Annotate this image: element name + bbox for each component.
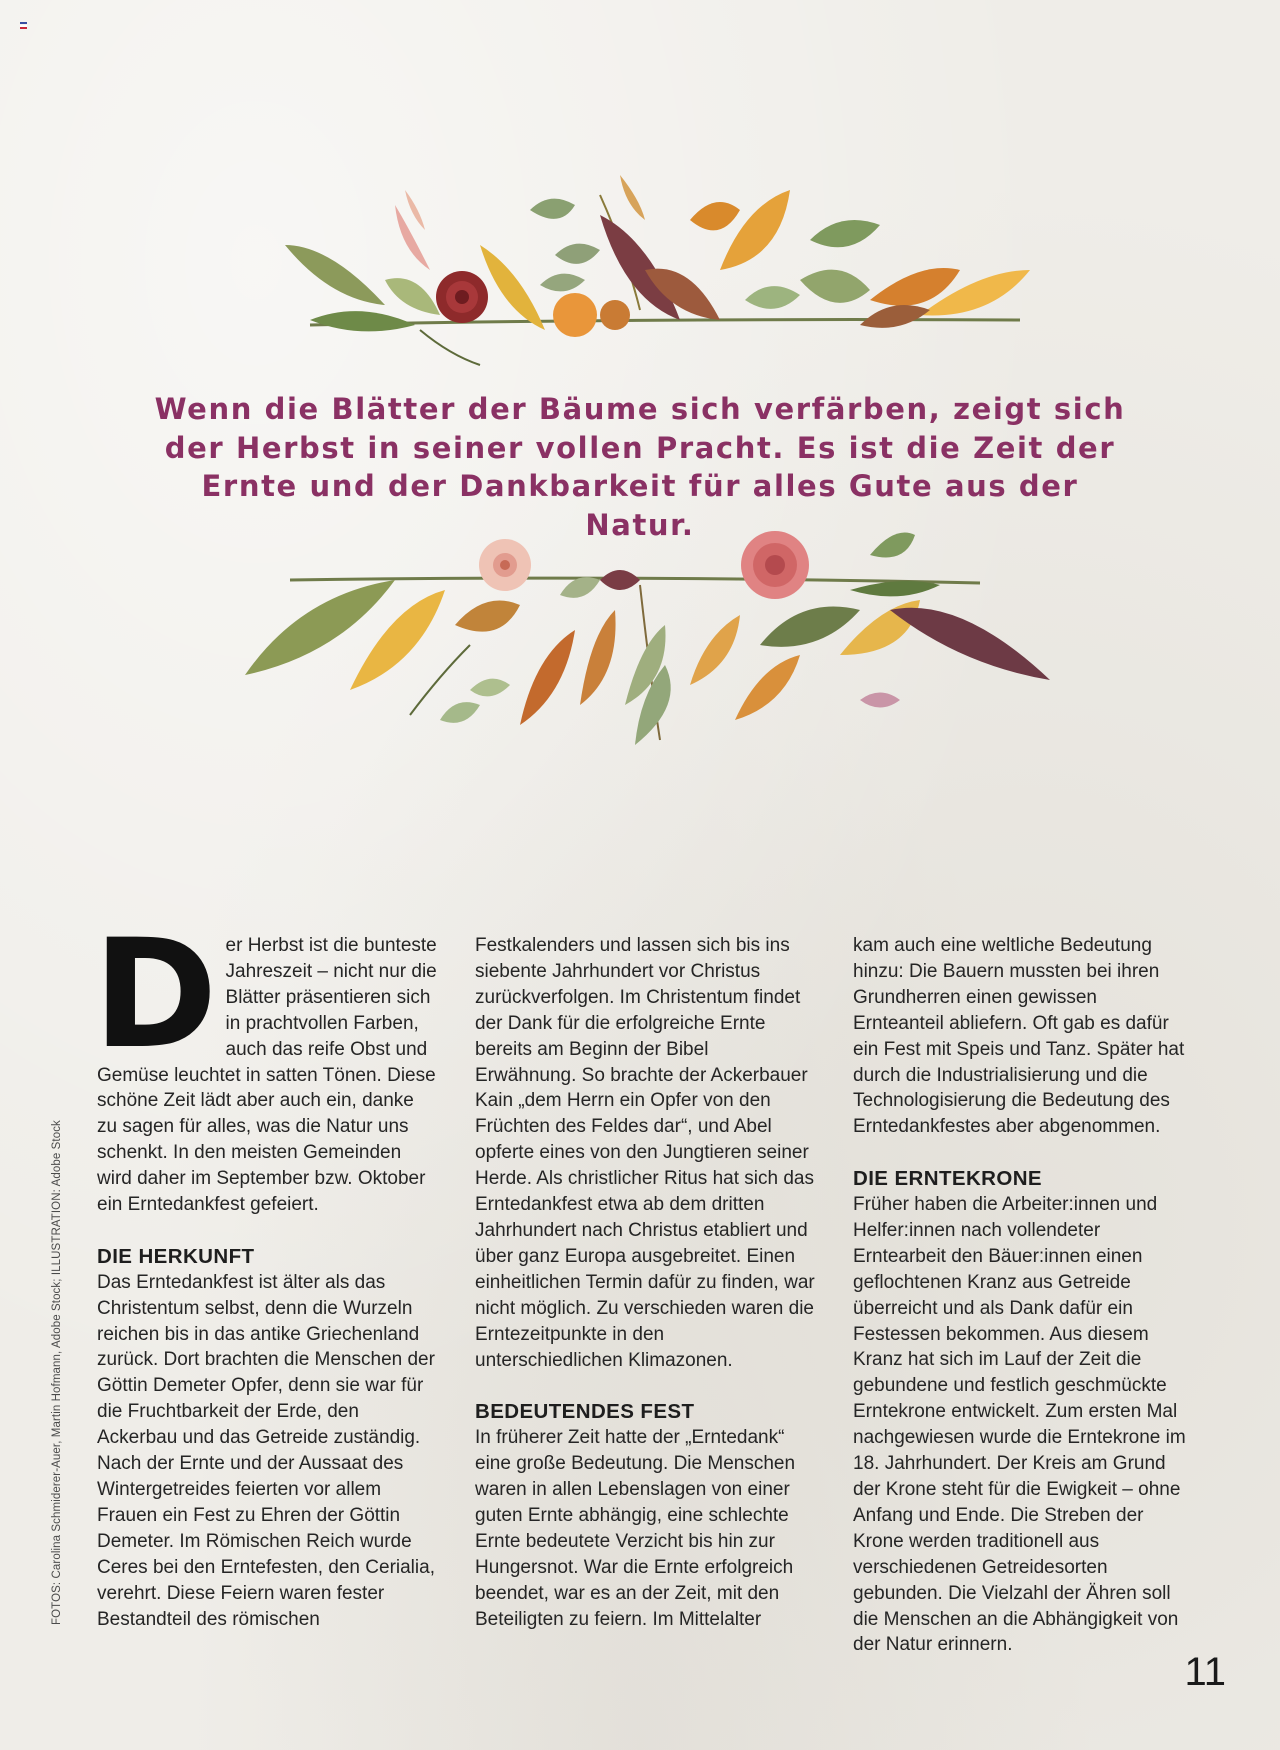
garland-top-flowers [436, 271, 630, 337]
flag-icon [20, 22, 27, 29]
paragraph-bedeutendes-fest: In früherer Zeit hatte der „Erntedank“ eine große Bedeutung. Die Menschen waren in allen Lebenslagen von einer guten Ernte abhängig, eine schlechte Ernte bedeutete Verzicht bis hin zur Hungersnot. War die Ernte erfolgreich beendet, war es an der Zeit, mit den Beteiligten zu feiern. Im Mittelalter [475, 1427, 796, 1630]
garland-bottom-leaves [245, 533, 1050, 746]
article-column-3 [853, 933, 1193, 1658]
photo-credit: FOTOS: Carolina Schmiderer-Auer, Martin Hofmann, Adobe Stock; ILLUSTRATION: Adobe Stock [51, 1120, 63, 1625]
section-heading-bedeutendes-fest: BEDEUTENDES FEST [475, 1400, 695, 1424]
page-number: 11 [1184, 1650, 1226, 1694]
autumn-leaves-garland-bottom [0, 505, 1280, 770]
article-column-1 [93, 908, 437, 1632]
garland-top-leaves [285, 175, 1030, 331]
autumn-leaves-garland-top [0, 150, 1280, 380]
paragraph-herkunft: Das Erntedankfest ist älter als das Christentum selbst, denn die Wurzeln reichen bis in das antike Griechenland zurück. Dort brachten die Menschen der Göttin Demeter Opfer, denn sie war für die Fruchtbarkeit der Erde, den Ackerbau und das Getreide zuständig. Nach der Ernte und der Aussaat des Wintergetreides feierten vor allem Frauen ein Fest zu Ehren der Göttin Demeter. Im Römischen Reich wurde Ceres bei den Erntefesten, den Cerialia, verehrt. Diese Feiern waren fester Bestandteil des römischen [97, 1271, 435, 1630]
intro-text: Wenn die Blätter der Bäume sich verfärben, zeigt sich der Herbst in seiner vollen Pracht. Es ist die Zeit der Ernte und der Dankbarkeit für alles Gute aus der Natur. [154, 392, 1126, 542]
lead-paragraph: er Herbst ist die bunteste Jahreszeit – nicht nur die Blätter präsentieren sich in prachtvollen Farben, auch das reife Obst und Gemüse leuchtet in satten Tönen. Diese schöne Zeit lädt aber auch ein, danke zu sagen für alles, was die Natur uns schenkt. In den meisten Gemeinden wird daher im September bzw. Oktober ein Erntedankfest gefeiert. [97, 935, 437, 1216]
paragraph-christentum: Festkalenders und lassen sich bis ins siebente Jahrhundert vor Christus zurückverfolgen. Im Christentum findet der Dank für die erfolgreiche Ernte bereits am Beginn der Bibel Erwähnung. So brachte der Ackerbauer Kain „dem Herrn ein Opfer von den Früchten des Feldes dar“, und Abel opferte eines von den Jungtieren seiner Herde. Als christlicher Ritus hat sich das Erntedankfest etwa ab dem dritten Jahrhundert nach Christus etabliert und über ganz Europa ausgebreitet. Einen einheitlichen Termin dafür zu finden, war nicht möglich. Zu verschieden waren die Erntezeitpunkte in den unterschiedlichen Klimazonen. [475, 935, 815, 1371]
garland-bottom-flowers [479, 531, 809, 599]
section-heading-herkunft: DIE HERKUNFT [97, 1244, 255, 1268]
paragraph-mittelalter: kam auch eine weltliche Bedeutung hinzu: Die Bauern mussten bei ihren Grundherren einen gewissen Ernteanteil abliefern. Oft gab es dafür ein Fest mit Speis und Tanz. Später hat durch die Industrialisierung und die Technologisierung die Bedeutung des Erntedankfestes aber abgenommen. [853, 935, 1185, 1138]
paragraph-erntekrone: Früher haben die Arbeiter:innen und Helfer:innen nach vollendeter Erntearbeit den Bäuer:innen einen geflochtenen Kranz aus Getreide überreicht und als Dank dafür ein Festessen bekommen. Aus diesem Kranz hat sich im Lauf der Zeit die gebundene und festlich geschmückte Erntekrone entwickelt. Zum ersten Mal nachgewiesen wurde die Erntekrone im 18. Jahrhundert. Der Kreis am Grund der Krone steht für die Ewigkeit – ohne Anfang und Ende. Die Streben der Krone werden traditionell aus verschiedenen Getreidesorten gebunden. Die Vielzahl der Ähren soll die Menschen an die Abhängigkeit von der Natur erinnern. [853, 1194, 1186, 1656]
section-heading-erntekrone: DIE ERNTEKRONE [853, 1167, 1042, 1191]
drop-cap: D [93, 908, 214, 1082]
article-column-2 [475, 933, 815, 1632]
